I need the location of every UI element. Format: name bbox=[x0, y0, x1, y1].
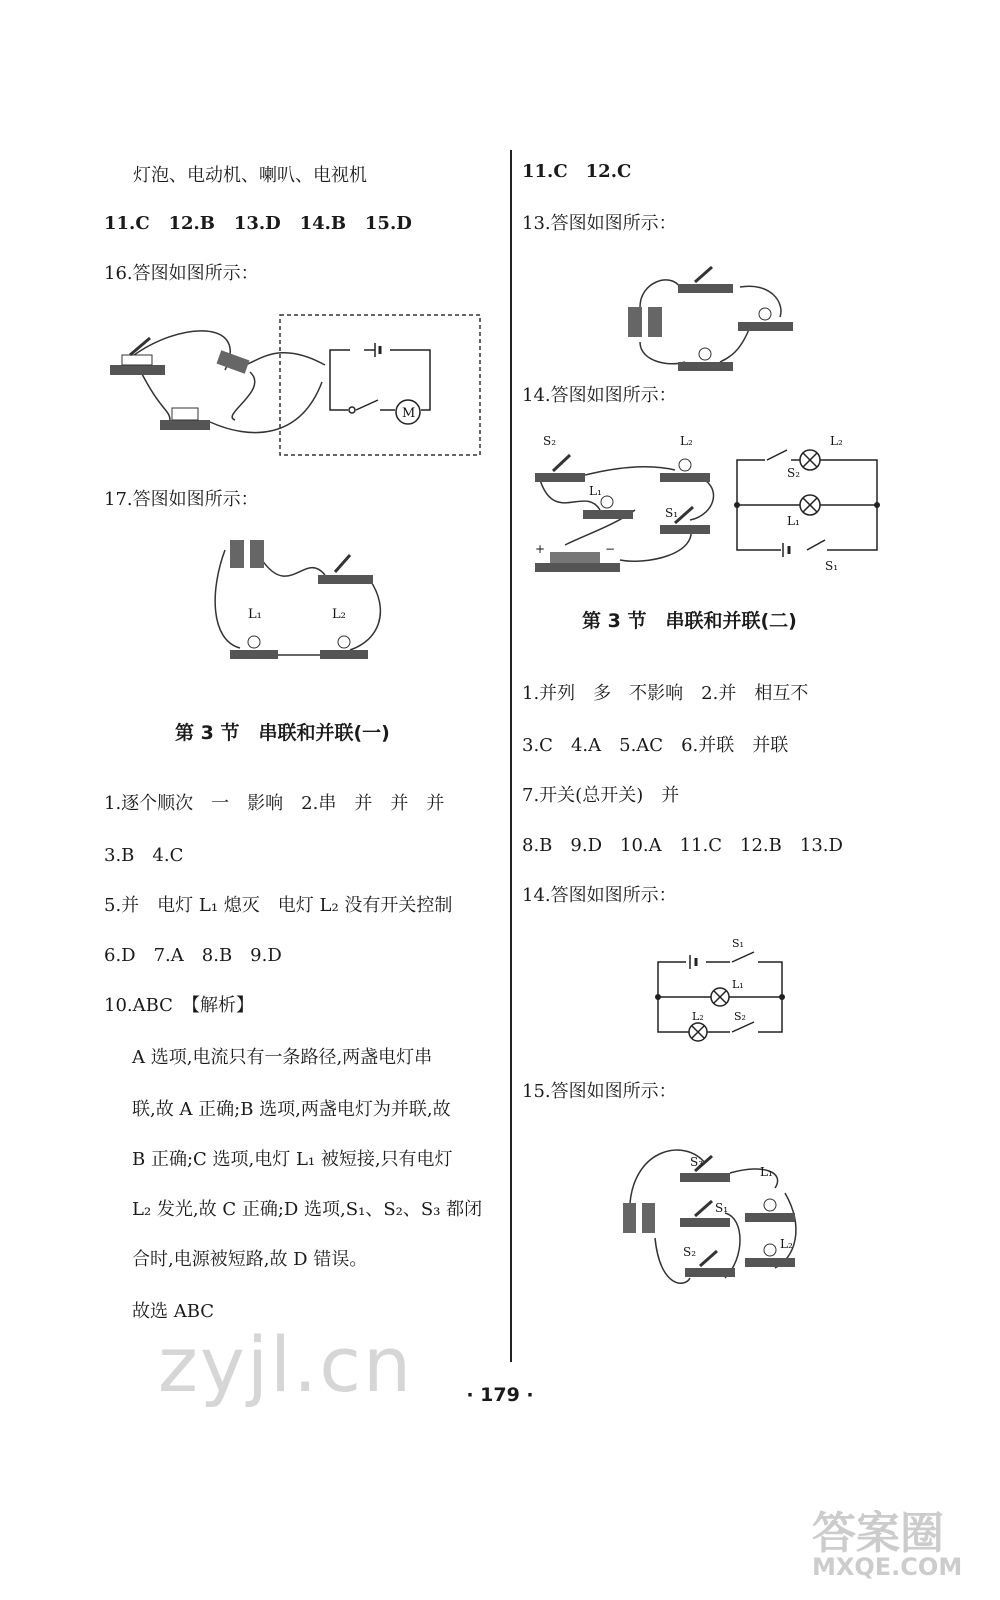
explanation-line: 联,故 A 正确;B 选项,两盏电灯为并联,故 bbox=[132, 1099, 451, 1120]
answer-line: 6.D 7.A 8.B 9.D bbox=[104, 945, 282, 966]
figure-17 bbox=[210, 530, 390, 670]
minus-sign: − bbox=[605, 542, 616, 556]
answer-line: 11.C 12.C bbox=[522, 161, 632, 182]
label-S1: S₁ bbox=[665, 506, 679, 520]
answer-line: 3.C 4.A 5.AC 6.并联 并联 bbox=[522, 735, 789, 756]
answer-line: 1.并列 多 不影响 2.并 相互不 bbox=[522, 683, 809, 704]
explanation-line: A 选项,电流只有一条路径,两盏电灯串 bbox=[132, 1047, 433, 1068]
label-S2: S₂ bbox=[734, 1010, 746, 1023]
answers-11-15: 11.C 12.B 13.D 14.B 15.D bbox=[104, 213, 412, 234]
label-L1: L₁ bbox=[589, 484, 602, 498]
plus-sign: + bbox=[535, 542, 546, 556]
label-S1: S₁ bbox=[732, 937, 744, 950]
q14-label: 14.答图如图所示： bbox=[522, 385, 677, 406]
column-divider bbox=[510, 150, 512, 1362]
label-S1: S₁ bbox=[825, 559, 839, 573]
answer-line: 1.逐个顺次 一 影响 2.串 并 并 并 bbox=[104, 793, 445, 814]
answer-line: 8.B 9.D 10.A 11.C 12.B 13.D bbox=[522, 835, 843, 856]
figure-14b bbox=[650, 932, 790, 1042]
figure-14 bbox=[525, 425, 885, 585]
answer-line: 7.开关(总开关) 并 bbox=[522, 785, 680, 806]
label-L2: L₂ bbox=[692, 1010, 704, 1023]
label-S2: S₂ bbox=[787, 466, 801, 480]
motor-label: M bbox=[402, 406, 416, 421]
q16-label: 16.答图如图所示： bbox=[104, 263, 259, 284]
label-S1: S₁ bbox=[715, 1201, 729, 1215]
label-L2: L₂ bbox=[332, 607, 346, 622]
watermark-url: MXQE.COM bbox=[812, 1553, 963, 1581]
label-S2: S₂ bbox=[543, 434, 557, 448]
label-S2: S₂ bbox=[683, 1245, 697, 1259]
section-title-2: 第 3 节 串联和并联(二) bbox=[582, 610, 797, 632]
answer-line: 3.B 4.C bbox=[104, 845, 184, 866]
label-L2: L₂ bbox=[830, 434, 843, 448]
page-number: · 179 · bbox=[466, 1384, 534, 1406]
q15-label: 15.答图如图所示： bbox=[522, 1081, 677, 1102]
section-title-1: 第 3 节 串联和并联(一) bbox=[175, 722, 390, 744]
text-line: 灯泡、电动机、喇叭、电视机 bbox=[133, 165, 367, 186]
q13-label: 13.答图如图所示： bbox=[522, 213, 677, 234]
watermark-logo: 答案圈 bbox=[812, 1508, 944, 1559]
explanation-line: L₂ 发光,故 C 正确;D 选项,S₁、S₂、S₃ 都闭 bbox=[132, 1199, 483, 1220]
explanation-line: 故选 ABC bbox=[132, 1301, 215, 1322]
q14-label: 14.答图如图所示： bbox=[522, 885, 677, 906]
label-L1: L₁ bbox=[760, 1165, 773, 1179]
answer-line: 10.ABC 【解析】 bbox=[104, 995, 254, 1016]
answer-line: 5.并 电灯 L₁ 熄灭 电灯 L₂ 没有开关控制 bbox=[104, 895, 453, 916]
figure-15 bbox=[615, 1138, 815, 1298]
figure-13 bbox=[620, 262, 810, 382]
figure-16 bbox=[100, 310, 500, 460]
label-S3: S₃ bbox=[690, 1155, 704, 1169]
label-L1: L₁ bbox=[732, 978, 744, 991]
explanation-line: 合时,电源被短路,故 D 错误。 bbox=[132, 1249, 368, 1270]
watermark-text: zyjl.cn bbox=[158, 1320, 414, 1409]
explanation-line: B 正确;C 选项,电灯 L₁ 被短接,只有电灯 bbox=[132, 1149, 453, 1170]
label-L2: L₂ bbox=[780, 1237, 793, 1251]
label-L1: L₁ bbox=[787, 514, 800, 528]
q17-label: 17.答图如图所示： bbox=[104, 489, 259, 510]
label-L2: L₂ bbox=[680, 434, 693, 448]
label-L1: L₁ bbox=[248, 607, 262, 622]
